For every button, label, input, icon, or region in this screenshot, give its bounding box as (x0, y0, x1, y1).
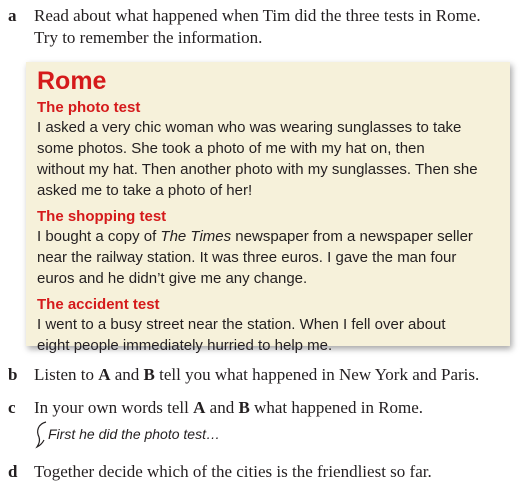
instruction-b-text: and (110, 365, 144, 384)
instruction-d-text: Together decide which of the cities is the friendliest so far. (34, 462, 432, 481)
instruction-a (8, 5, 516, 49)
student-b: B (143, 365, 155, 384)
instruction-c-text: and (205, 398, 239, 417)
shopping-test-line: euros and he didn’t give me any change. (37, 270, 308, 287)
photo-test-line: without my hat. Then another photo with my sunglasses. Then she (37, 161, 478, 178)
instruction-b (8, 364, 516, 386)
student-a: A (98, 365, 111, 384)
accident-test-line: eight people immediately hurried to help me. (37, 337, 333, 354)
item-letter-b: b (8, 365, 18, 384)
photo-test-line: asked me to take a photo of her! (37, 182, 253, 199)
accident-test-heading: The accident test (37, 296, 160, 313)
photo-test-line: some photos. She took a photo of me with my hat on, then (37, 140, 425, 157)
instruction-a-line-1: Read about what happened when Tim did the three tests in Rome. (34, 6, 481, 25)
shopping-line-post: newspaper from a newspaper seller (231, 228, 473, 245)
instruction-b-text: tell you what happened in New York and Paris. (154, 365, 480, 384)
newspaper-title: The Times (160, 228, 232, 245)
photo-test-paragraph (37, 117, 500, 201)
instruction-d (8, 461, 516, 483)
speech-bubble-text: First he did the photo test… (48, 426, 220, 442)
shopping-line-pre: I bought a copy of (37, 228, 161, 245)
rome-reading-box (26, 62, 510, 354)
instruction-c (8, 397, 516, 419)
student-a: A (193, 398, 206, 417)
rome-title: Rome (37, 67, 107, 95)
photo-test-heading: The photo test (37, 99, 141, 116)
shopping-test-line (37, 226, 500, 247)
photo-test-line: I asked a very chic woman who was wearing sunglasses to take (37, 119, 462, 136)
shopping-test-heading: The shopping test (37, 208, 167, 225)
instruction-b-text: Listen to (34, 365, 99, 384)
shopping-test-line: near the railway station. It was three euros. I gave the man four (37, 249, 457, 266)
instruction-c-text: what happened in Rome. (249, 398, 424, 417)
item-letter-a: a (8, 6, 17, 25)
speech-bubble (36, 425, 220, 443)
instruction-a-line-2: Try to remember the information. (34, 28, 263, 47)
speech-bubble-icon (34, 419, 50, 449)
item-letter-c: c (8, 398, 16, 417)
student-b: B (238, 398, 250, 417)
item-letter-d: d (8, 462, 18, 481)
shopping-test-paragraph (37, 226, 500, 289)
accident-test-paragraph (37, 314, 500, 356)
instruction-c-text: In your own words tell (34, 398, 194, 417)
accident-test-line: I went to a busy street near the station. When I fell over about (37, 316, 446, 333)
